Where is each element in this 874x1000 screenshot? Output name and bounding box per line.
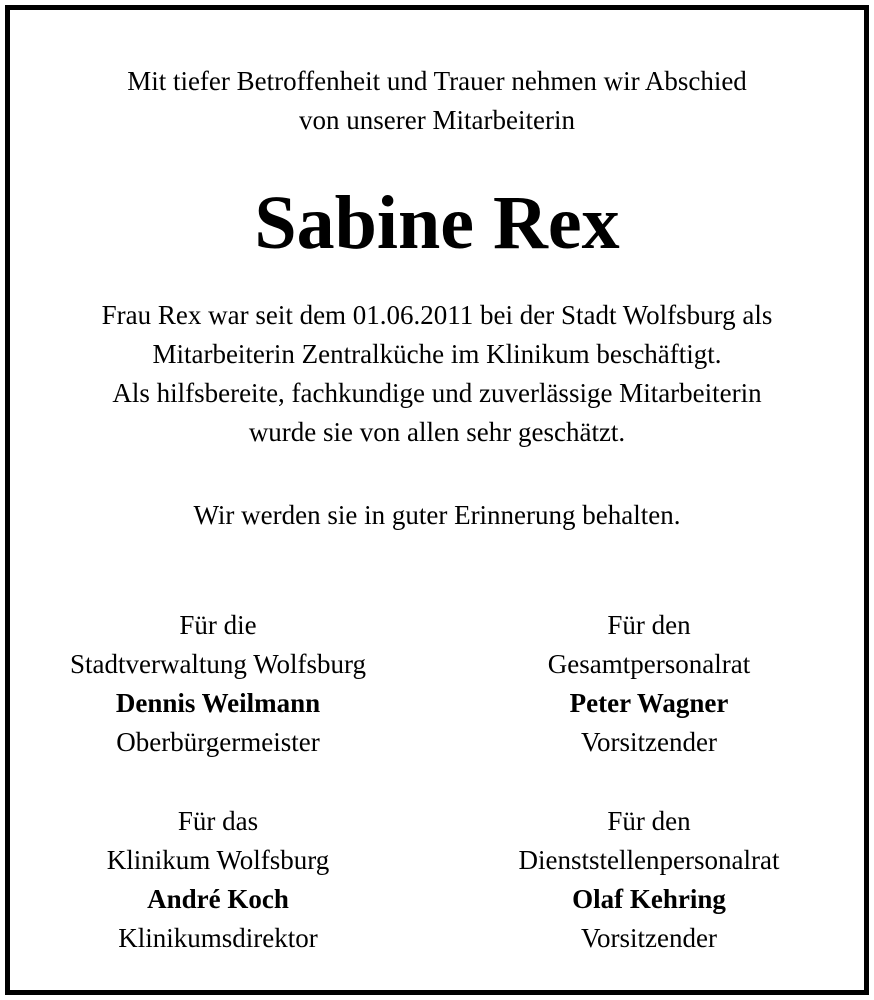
- tribute-text: [10, 296, 864, 452]
- tribute-line-3: Als hilfsbereite, fachkundige und zuverlässige Mitarbeiterin: [112, 378, 762, 408]
- signature-block-hospital: [8, 802, 428, 958]
- signature-prefix: Für das: [177, 806, 259, 836]
- closing-line: Wir werden sie in guter Erinnerung behalten.: [193, 500, 681, 530]
- signature-block-department-council: [439, 802, 859, 958]
- tribute-line-4: wurde sie von allen sehr geschätzt.: [248, 417, 626, 447]
- signature-role: Oberbürgermeister: [116, 727, 320, 757]
- signature-role: Vorsitzender: [581, 727, 717, 757]
- signature-organization: Gesamtpersonalrat: [547, 649, 751, 679]
- signature-signer: Dennis Weilmann: [115, 688, 321, 718]
- tribute-line-1: Frau Rex war seit dem 01.06.2011 bei der Stadt Wolfsburg als: [101, 300, 773, 330]
- signature-prefix: Für den: [607, 806, 691, 836]
- signature-organization: Stadtverwaltung Wolfsburg: [69, 649, 367, 679]
- signature-block-city-administration: [8, 606, 428, 762]
- signature-signer: Olaf Kehring: [572, 884, 726, 914]
- intro-line-1: Mit tiefer Betroffenheit und Trauer nehmen wir Abschied: [127, 66, 747, 96]
- intro-line-2: von unserer Mitarbeiterin: [299, 105, 575, 135]
- obituary-notice: [5, 5, 869, 995]
- signature-organization: Dienststellenpersonalrat: [518, 845, 780, 875]
- signature-block-staff-council: [439, 606, 859, 762]
- tribute-line-2: Mitarbeiterin Zentralküche im Klinikum beschäftigt.: [152, 339, 722, 369]
- intro-text: [10, 62, 864, 140]
- signature-signer: André Koch: [147, 884, 289, 914]
- signature-role: Vorsitzender: [581, 923, 717, 953]
- signature-organization: Klinikum Wolfsburg: [106, 845, 330, 875]
- deceased-name: Sabine Rex: [254, 181, 620, 265]
- signature-prefix: Für den: [607, 610, 691, 640]
- signature-signer: Peter Wagner: [569, 688, 729, 718]
- signature-prefix: Für die: [179, 610, 257, 640]
- signature-role: Klinikumsdirektor: [118, 923, 318, 953]
